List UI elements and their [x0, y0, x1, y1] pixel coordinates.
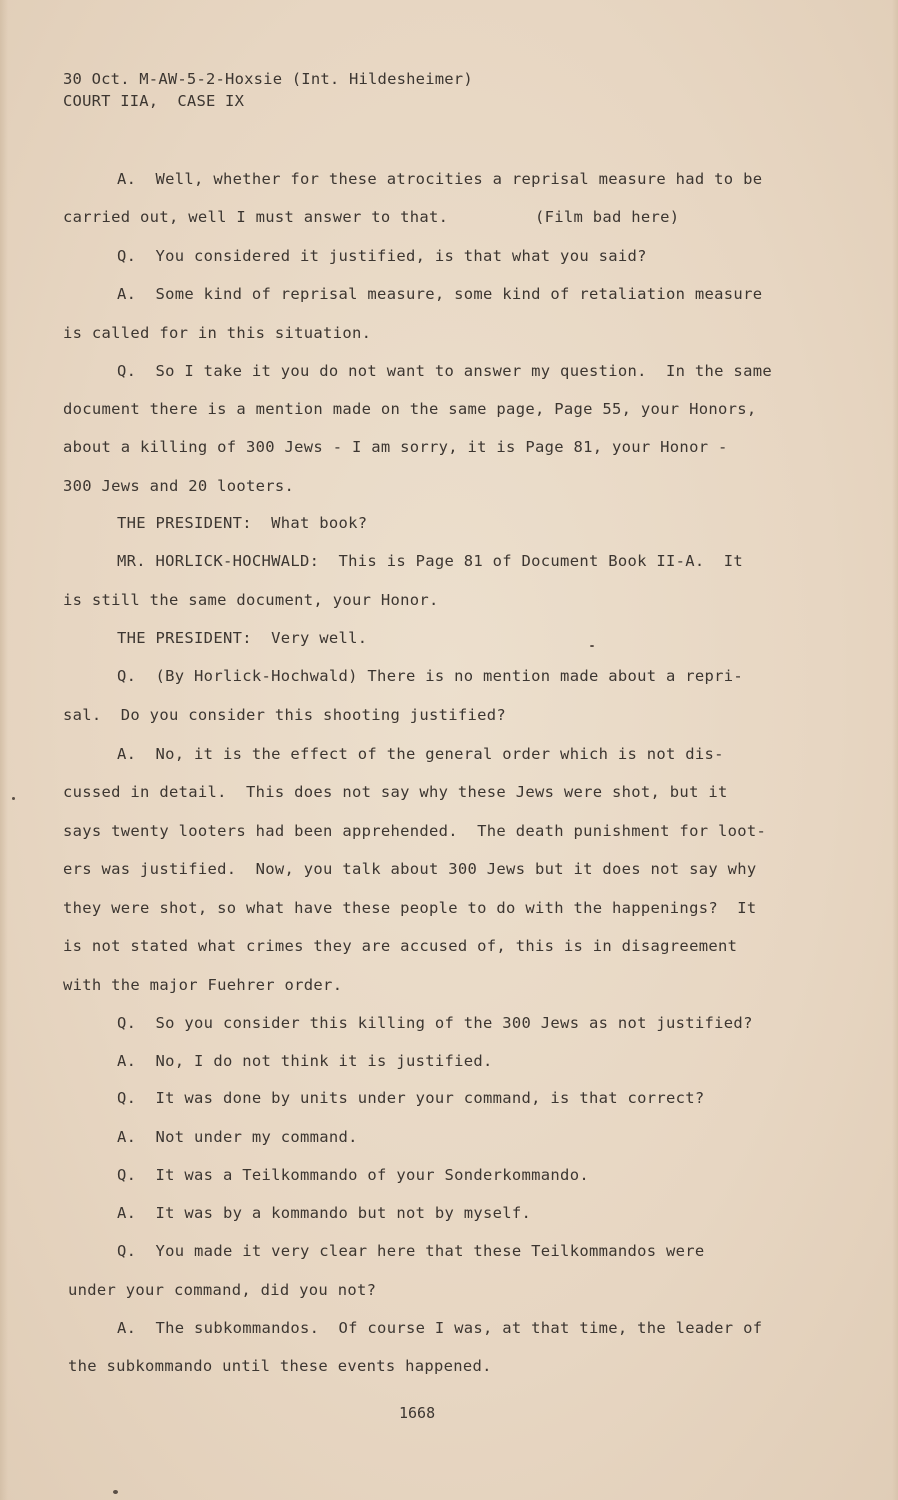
- text-line: is called for in this situation.: [63, 324, 372, 342]
- text-line: Q. So I take it you do not want to answer my question. In the same: [117, 362, 772, 380]
- paper-speck: [113, 1490, 118, 1494]
- page-edge-left: [0, 0, 8, 1500]
- text-line: ers was justified. Now, you talk about 300 Jews but it does not say why: [63, 860, 757, 878]
- text-line: Q. It was a Teilkommando of your Sonderkommando.: [117, 1166, 589, 1184]
- text-line: carried out, well I must answer to that. (Film bad here): [63, 208, 680, 226]
- text-line: they were shot, so what have these people to do with the happenings? It: [63, 899, 757, 917]
- text-line: THE PRESIDENT: Very well.: [117, 629, 368, 647]
- text-line: A. No, I do not think it is justified.: [117, 1052, 493, 1070]
- text-line: A. The subkommandos. Of course I was, at that time, the leader of: [117, 1319, 763, 1337]
- paper-speck: [590, 645, 594, 647]
- text-line: about a killing of 300 Jews - I am sorry, it is Page 81, your Honor -: [63, 438, 728, 456]
- text-line: A. Well, whether for these atrocities a reprisal measure had to be: [117, 170, 763, 188]
- text-line: A. Not under my command.: [117, 1128, 358, 1146]
- text-line: document there is a mention made on the same page, Page 55, your Honors,: [63, 400, 757, 418]
- text-line: the subkommando until these events happened.: [68, 1357, 492, 1375]
- text-line: Q. It was done by units under your command, is that correct?: [117, 1089, 705, 1107]
- text-line: 300 Jews and 20 looters.: [63, 477, 295, 495]
- text-line: is not stated what crimes they are accused of, this is in disagreement: [63, 937, 738, 955]
- header-line-2: COURT IIA, CASE IX: [63, 92, 245, 110]
- text-line: Q. You made it very clear here that these Teilkommandos were: [117, 1242, 705, 1260]
- text-line: is still the same document, your Honor.: [63, 591, 439, 609]
- text-line: A. No, it is the effect of the general order which is not dis-: [117, 745, 724, 763]
- page-number: 1668: [399, 1404, 436, 1422]
- text-line: sal. Do you consider this shooting justified?: [63, 706, 507, 724]
- text-line: under your command, did you not?: [68, 1281, 377, 1299]
- text-line: A. It was by a kommando but not by myself.: [117, 1204, 532, 1222]
- text-line: Q. (By Horlick-Hochwald) There is no mention made about a repri-: [117, 667, 744, 685]
- text-line: A. Some kind of reprisal measure, some kind of retaliation measure: [117, 285, 763, 303]
- text-line: Q. You considered it justified, is that what you said?: [117, 247, 647, 265]
- header-line-1: 30 Oct. M-AW-5-2-Hoxsie (Int. Hildesheimer): [63, 70, 473, 88]
- text-line: with the major Fuehrer order.: [63, 976, 343, 994]
- text-line: THE PRESIDENT: What book?: [117, 514, 368, 532]
- text-line: says twenty looters had been apprehended. The death punishment for loot-: [63, 822, 767, 840]
- text-line: Q. So you consider this killing of the 300 Jews as not justified?: [117, 1014, 753, 1032]
- text-line: cussed in detail. This does not say why these Jews were shot, but it: [63, 783, 728, 801]
- text-line: MR. HORLICK-HOCHWALD: This is Page 81 of Document Book II-A. It: [117, 552, 744, 570]
- paper-speck: [12, 797, 15, 800]
- page-edge-right: [892, 0, 898, 1500]
